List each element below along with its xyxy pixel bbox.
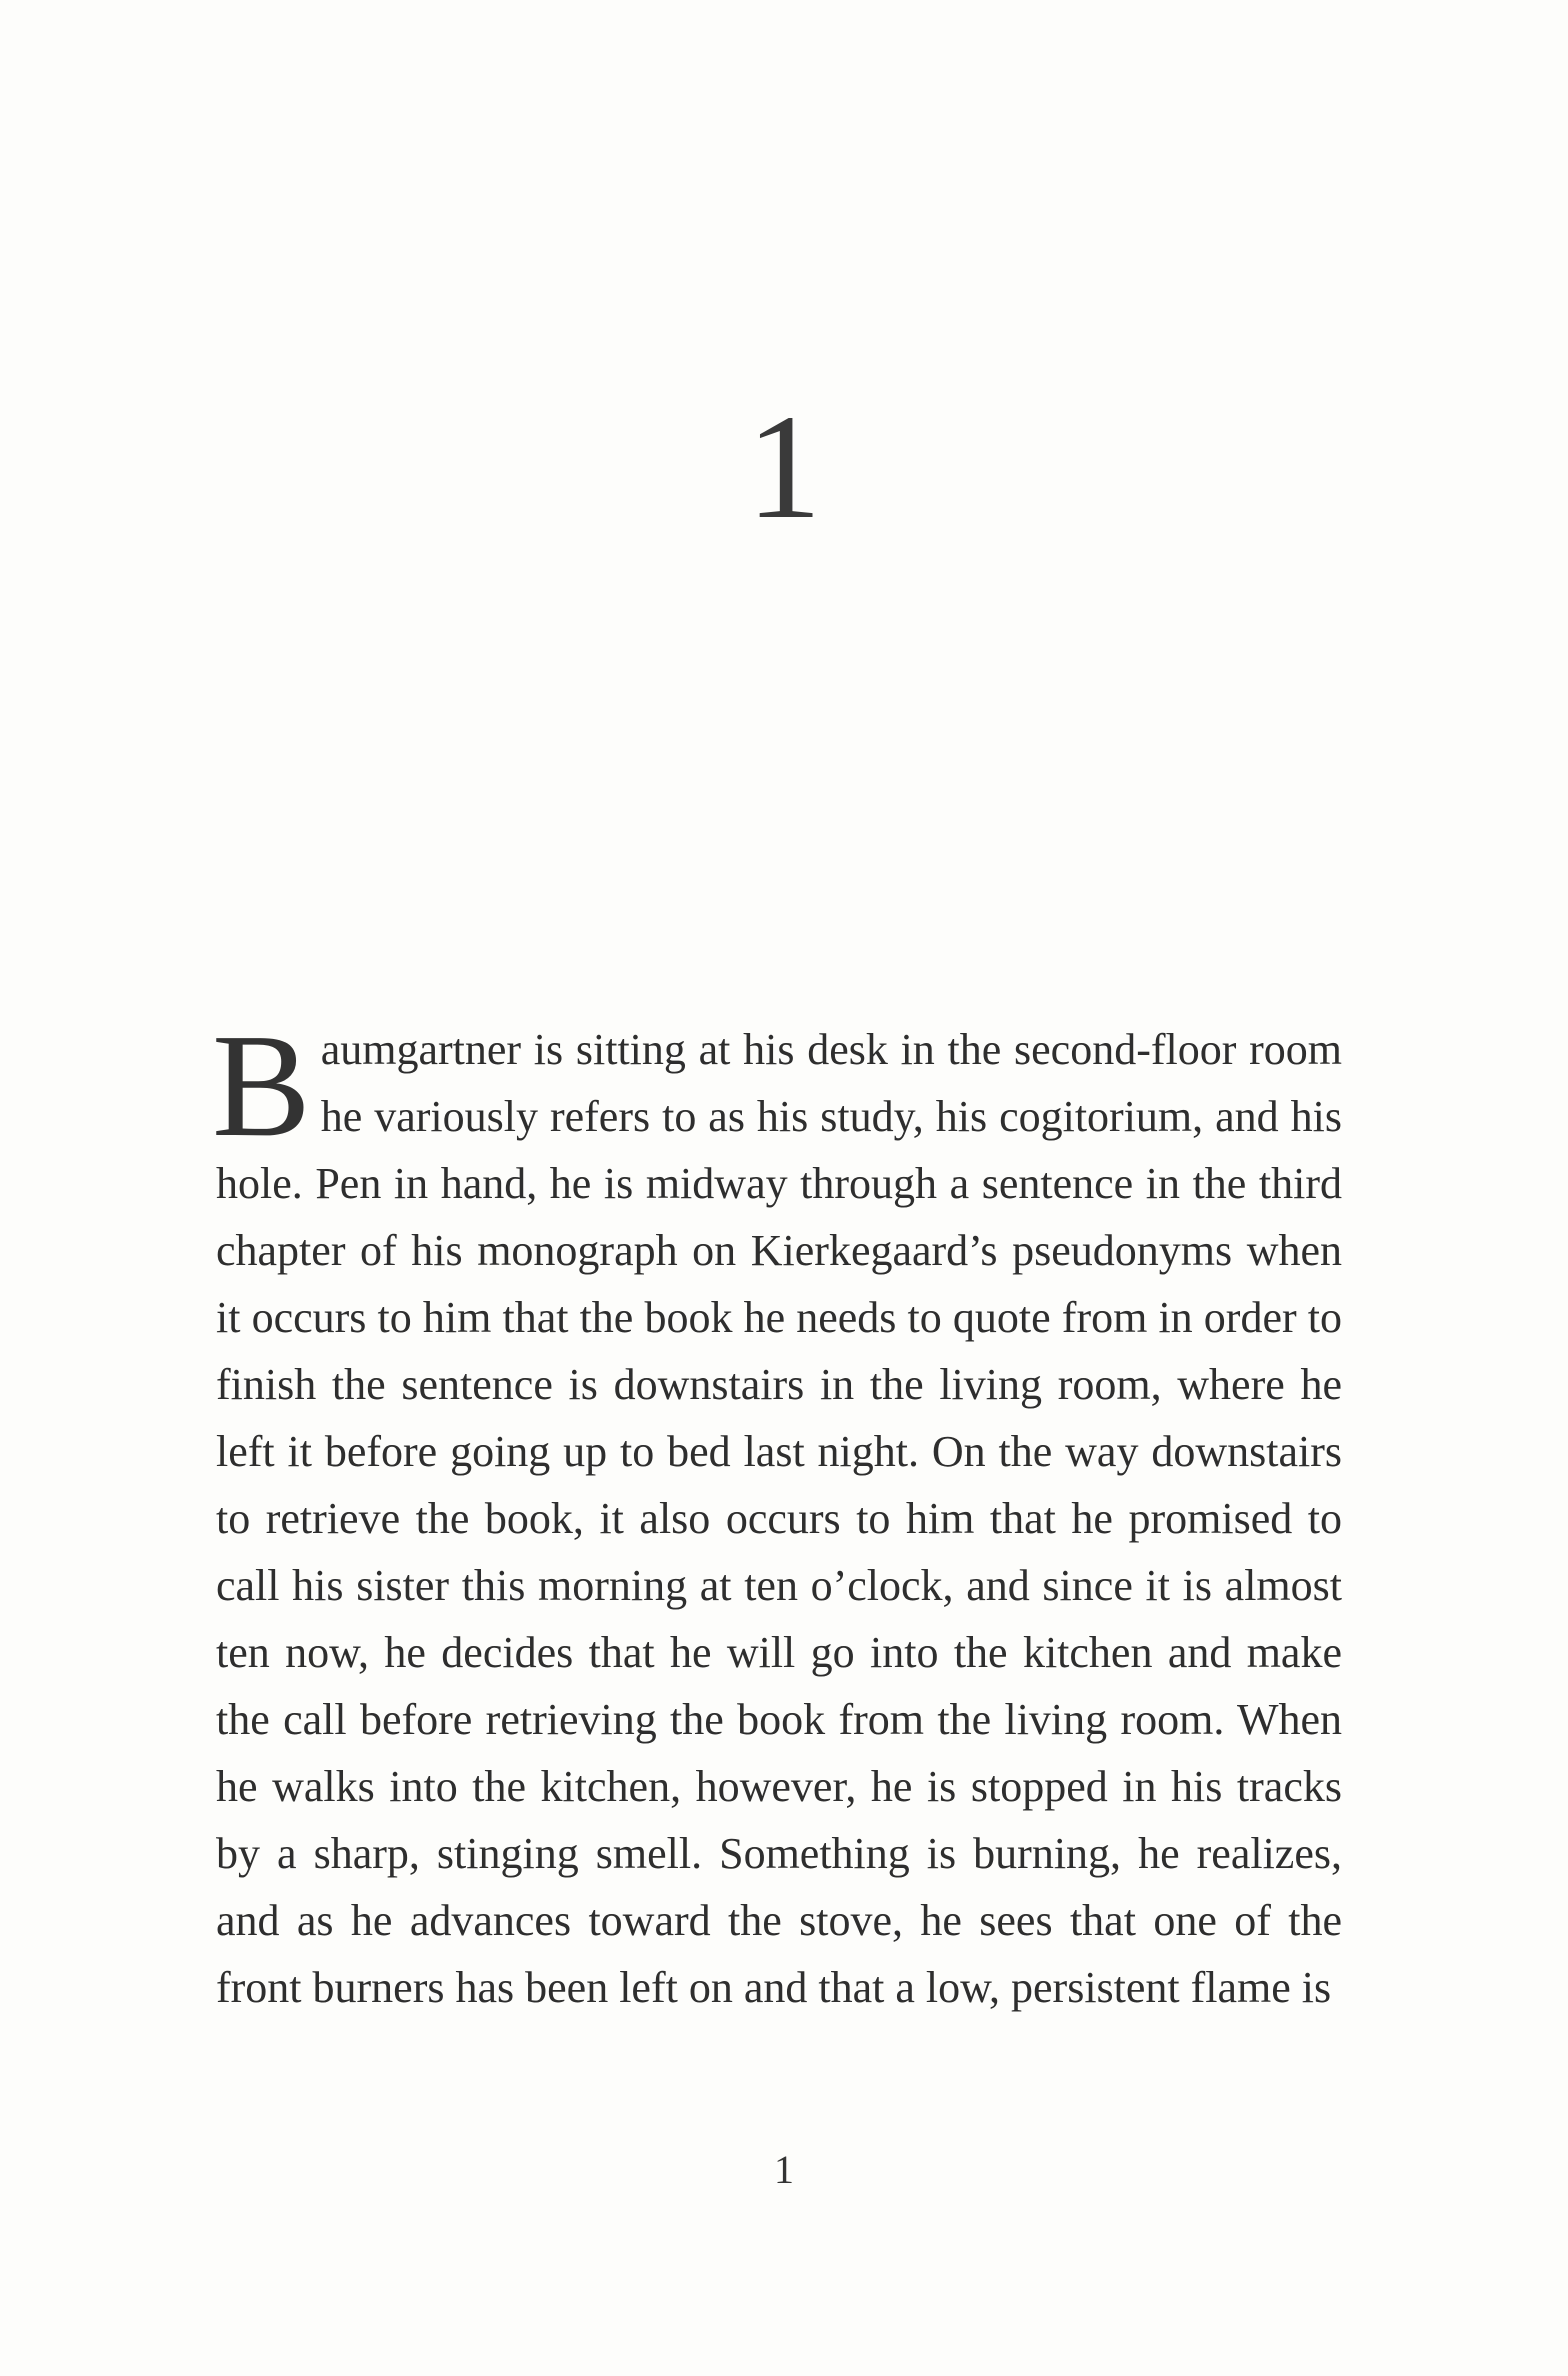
body-paragraph-text: aumgartner is sitting at his desk in the second-floor room he variously refers to as his study, his cogitorium, and his hole. Pen in hand, he is midway through a sentence in the third chapter of his monograph on Kierkegaard’s pseudonyms when it occurs to him that the book he needs to quote from in order to finish the sentence is downstairs in the living room, where he left it before going up to bed last night. On the way downstairs to retrieve the book, it also occurs to him that he promised to call his sister this morning at ten o’clock, and since it is almost ten now, he decides that he will go into the kitchen and make the call before retrieving the book from the living room. When he walks into the kitchen, however, he is stopped in his tracks by a sharp, stinging smell. Something is burning, he realizes, and as he advances toward the stove, he sees that one of the front burners has been left on and that a low, persistent flame is <box>216 1025 1342 2012</box>
chapter-number: 1 <box>746 384 822 550</box>
drop-cap: B <box>212 1004 311 1168</box>
page-number: 1 <box>774 2147 794 2192</box>
body-paragraph <box>212 1004 1342 2021</box>
